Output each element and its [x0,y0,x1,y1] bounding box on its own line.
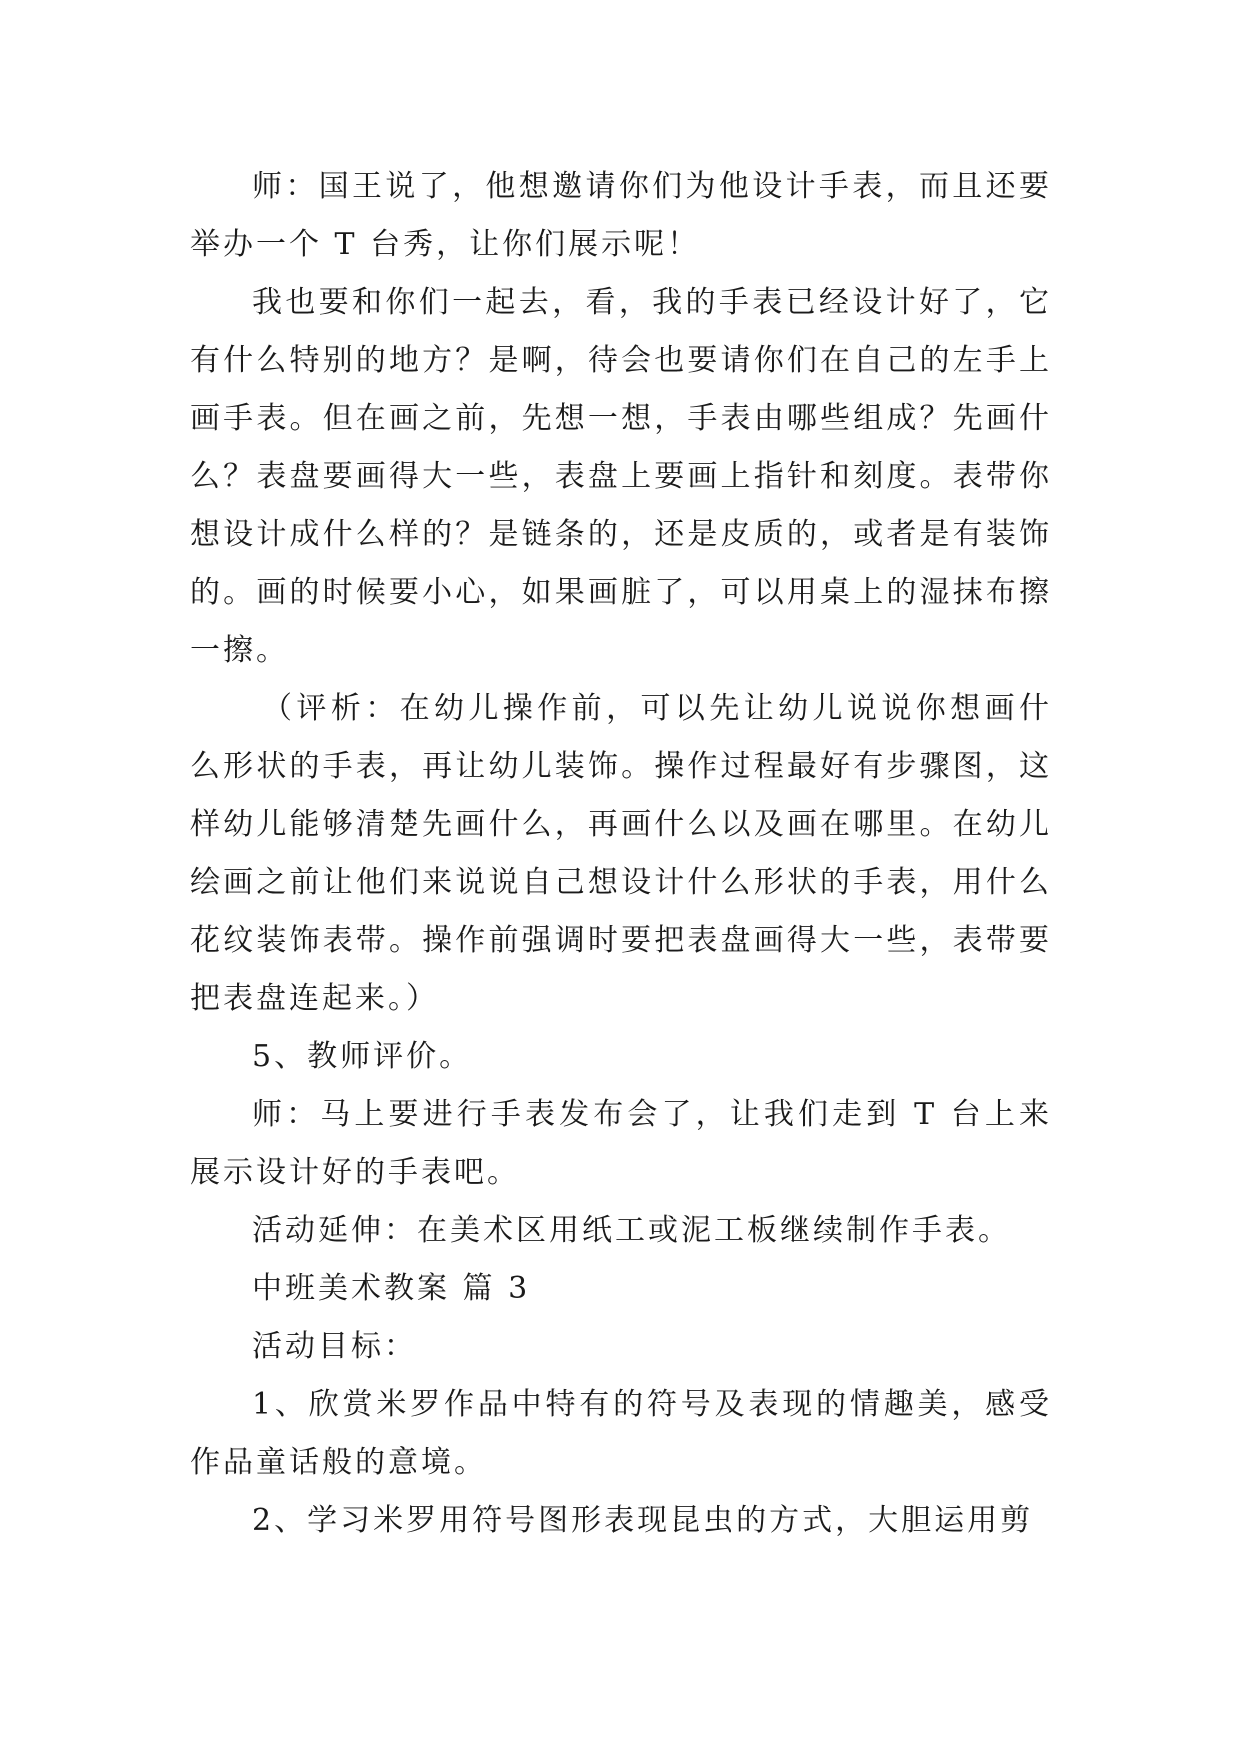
paragraph-watch-design: 我也要和你们一起去，看，我的手表已经设计好了，它有什么特别的地方？是啊，待会也要请你们在自己的左手上画手表。但在画之前，先想一想，手表由哪些组成？先画什么？表盘要画得大一些，表盘上要画上指针和刻度。表带你想设计成什么样的？是链条的，还是皮质的，或者是有装饰的。画的时候要小心，如果画脏了，可以用桌上的湿抹布擦一擦。 [190,285,1052,668]
document-page [190,158,1052,1550]
paragraph-teacher-king: 师：国王说了，他想邀请你们为他设计手表，而且还要举办一个 T 台秀，让你们展示呢！ [190,169,1052,262]
paragraph-activity-goals-label: 活动目标： [252,1329,417,1364]
paragraph-analysis-note: （评析：在幼儿操作前，可以先让幼儿说说你想画什么形状的手表，再让幼儿装饰。操作过程最好有步骤图，这样幼儿能够清楚先画什么，再画什么以及画在哪里。在幼儿绘画之前让他们来说说自己想设计什么形状的手表，用什么花纹装饰表带。操作前强调时要把表盘画得大一些，表带要把表盘连起来。） [190,691,1052,1016]
paragraph-activity-extension: 活动延伸：在美术区用纸工或泥工板继续制作手表。 [252,1213,1011,1248]
section-heading: 中班美术教案 篇 3 [252,1271,531,1306]
paragraph-goal-1: 1、欣赏米罗作品中特有的符号及表现的情趣美，感受作品童话般的意境。 [190,1387,1052,1480]
paragraph-goal-2: 2、学习米罗用符号图形表现昆虫的方式，大胆运用剪 [252,1503,1034,1538]
paragraph-teacher-show: 师：马上要进行手表发布会了，让我们走到 T 台上来展示设计好的手表吧。 [190,1097,1052,1190]
paragraph-teacher-evaluation: 5、教师评价。 [252,1039,473,1074]
